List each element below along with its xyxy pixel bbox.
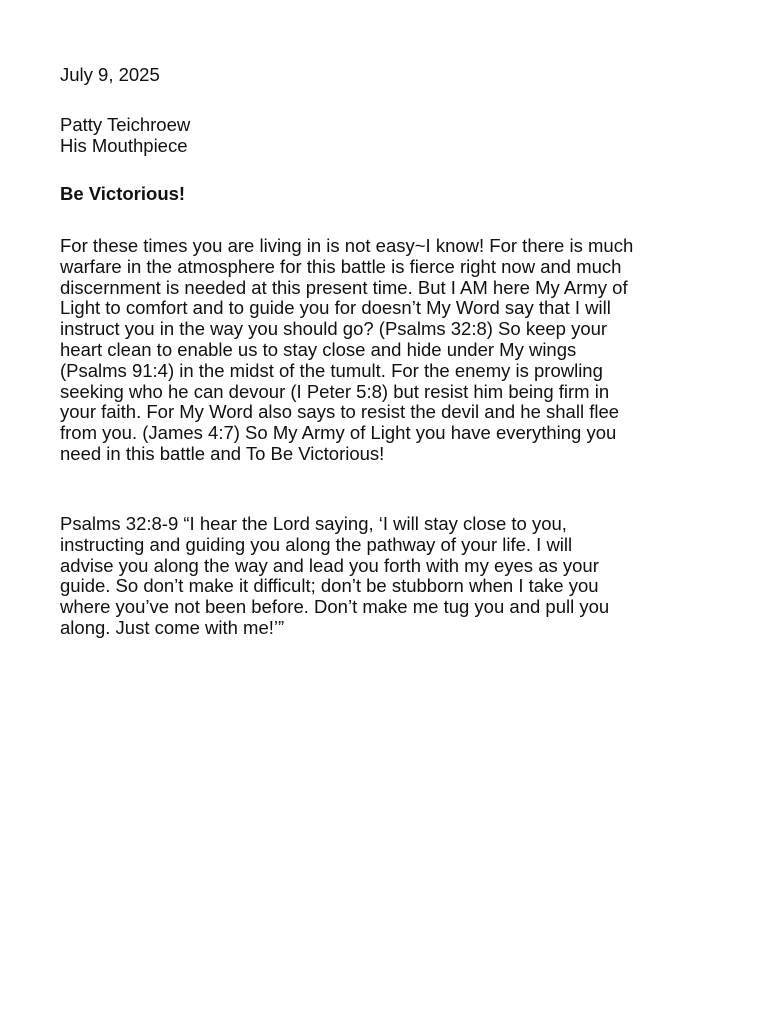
scripture-paragraph (60, 514, 720, 639)
scripture-line: where you’ve not been before. Don’t make me tug you and pull you (60, 596, 610, 618)
paragraph-line: seeking who he can devour (I Peter 5:8) but resist him being firm in (60, 380, 610, 402)
paragraph-line: need in this battle and To Be Victorious! (60, 442, 385, 464)
paragraph-line: Light to comfort and to guide you for doesn’t My Word say that I will (60, 297, 611, 319)
paragraph-line: heart clean to enable us to stay close and hide under My wings (60, 338, 577, 360)
document-date: July 9, 2025 (60, 64, 160, 85)
paragraph-line: instruct you in the way you should go? (Psalms 32:8) So keep your (60, 318, 608, 340)
scripture-line: along. Just come with me!’” (60, 616, 285, 638)
author-role: His Mouthpiece (60, 135, 188, 156)
scripture-line: Psalms 32:8-9 “I hear the Lord saying, ‘I will stay close to you, (60, 513, 567, 534)
paragraph-line: (Psalms 91:4) in the midst of the tumult. For the enemy is prowling (60, 359, 603, 381)
paragraph-line: from you. (James 4:7) So My Army of Light you have everything you (60, 422, 617, 444)
paragraph-line: discernment is needed at this present time. But I AM here My Army of (60, 276, 628, 298)
author-block (60, 114, 190, 156)
scripture-line: instructing and guiding you along the pathway of your life. I will (60, 533, 573, 555)
paragraph-line: warfare in the atmosphere for this battle is fierce right now and much (60, 255, 622, 277)
author-name: Patty Teichroew (60, 114, 191, 135)
scripture-line: advise you along the way and lead you forth with my eyes as your (60, 554, 599, 576)
paragraph-line: For these times you are living in is not easy~I know! For there is much (60, 235, 634, 256)
message-paragraph (60, 236, 720, 465)
scripture-line: guide. So don’t make it difficult; don’t be stubborn when I take you (60, 575, 599, 597)
document-title: Be Victorious! (60, 183, 186, 204)
paragraph-line: your faith. For My Word also says to resist the devil and he shall flee (60, 401, 620, 423)
